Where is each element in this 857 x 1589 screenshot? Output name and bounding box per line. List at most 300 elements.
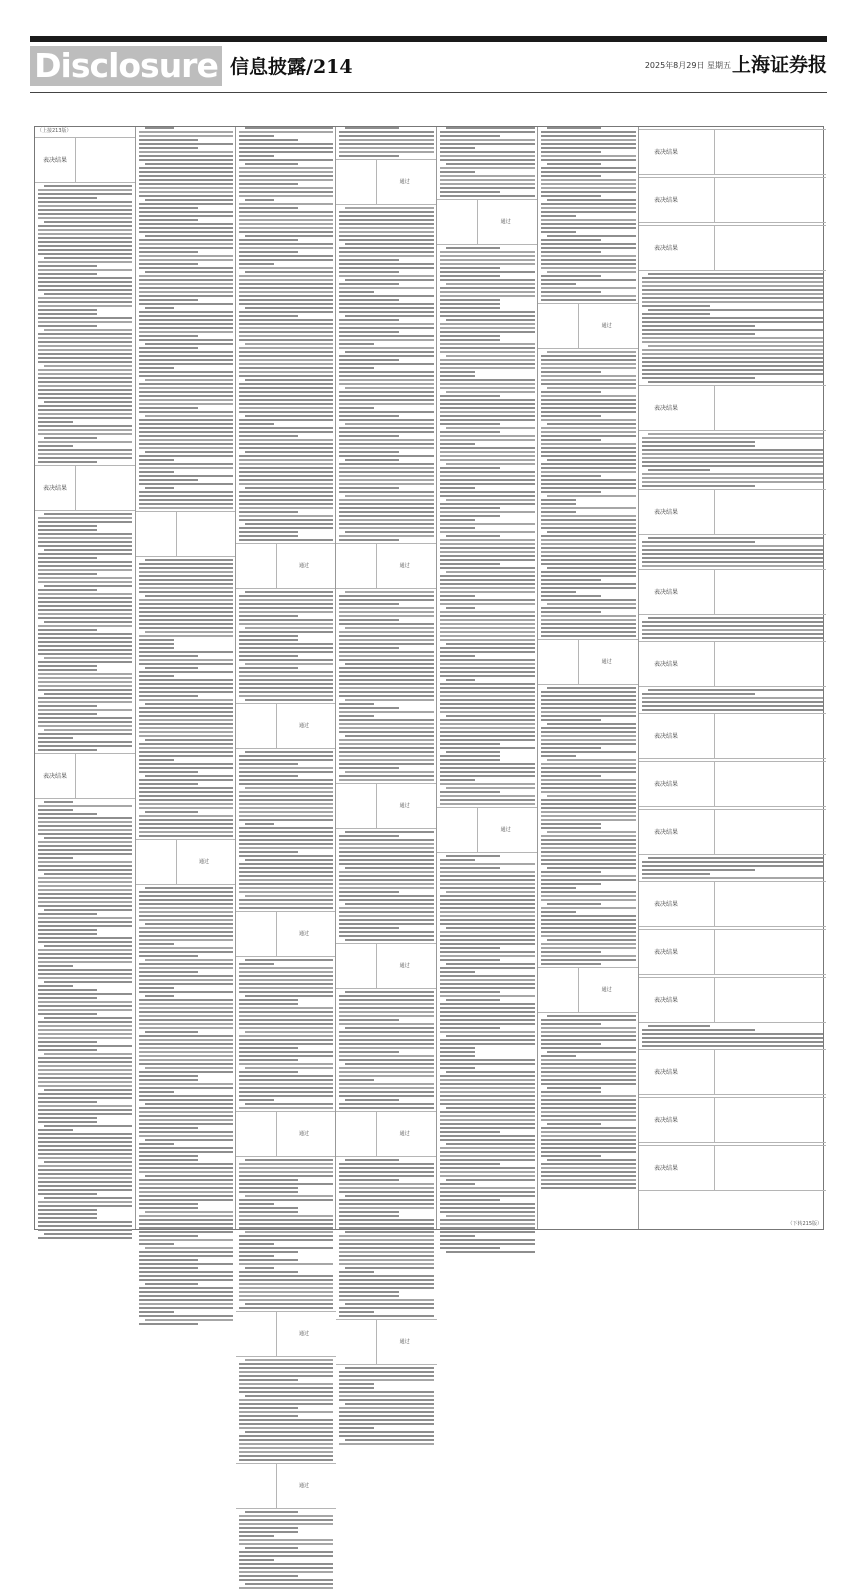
text-line <box>541 875 636 877</box>
text-line <box>541 543 636 545</box>
text-line <box>139 1155 198 1157</box>
text-line <box>339 1415 434 1417</box>
text-line <box>339 1279 434 1281</box>
text-line <box>139 679 233 681</box>
text-line <box>245 1303 333 1305</box>
text-line <box>541 383 636 385</box>
text-line <box>239 407 333 409</box>
text-line <box>339 139 434 141</box>
text-line <box>139 835 233 837</box>
text-line <box>139 571 233 573</box>
text-line <box>239 871 333 873</box>
text-line <box>245 271 333 273</box>
text-line <box>239 1019 333 1021</box>
text-line <box>139 767 233 769</box>
text-line <box>642 549 823 551</box>
text-line <box>239 1411 333 1413</box>
text-line <box>38 885 132 887</box>
text-line <box>440 1083 535 1085</box>
text-line <box>642 1033 823 1035</box>
text-line <box>239 435 298 437</box>
text-line <box>38 813 97 815</box>
text-line <box>440 343 535 345</box>
vote-label-cell <box>336 1112 377 1156</box>
text-line <box>339 523 434 525</box>
text-line <box>38 337 132 339</box>
text-line <box>547 1123 601 1125</box>
text-line <box>541 703 636 705</box>
text-line <box>541 479 636 481</box>
text-line <box>440 1023 535 1025</box>
text-line <box>139 955 198 957</box>
text-line <box>440 487 475 489</box>
text-line <box>547 423 636 425</box>
text-line <box>446 963 535 965</box>
text-line <box>440 523 535 525</box>
vote-result-table <box>437 199 538 245</box>
text-line <box>239 211 333 213</box>
text-line <box>239 1407 298 1409</box>
text-line <box>339 375 434 377</box>
text-line <box>339 307 434 309</box>
text-line <box>642 481 823 483</box>
text-line <box>239 355 333 357</box>
text-line <box>541 191 636 193</box>
text-line <box>38 689 132 691</box>
text-line <box>139 1043 233 1045</box>
text-line <box>145 379 233 381</box>
text-line <box>139 1299 233 1301</box>
text-line <box>239 1235 333 1237</box>
text-line <box>139 579 233 581</box>
text-line <box>541 947 636 949</box>
text-line <box>440 1239 535 1241</box>
text-line <box>239 771 333 773</box>
text-line <box>38 393 132 395</box>
text-line <box>541 499 576 501</box>
text-line <box>345 867 434 869</box>
text-line <box>139 427 233 429</box>
text-line <box>339 1071 434 1073</box>
text-line <box>245 343 333 345</box>
text-line <box>440 879 535 881</box>
text-line <box>339 895 434 897</box>
text-line <box>139 347 198 349</box>
text-line <box>339 515 434 517</box>
text-line <box>541 1039 636 1041</box>
text-line <box>239 679 333 681</box>
masthead <box>30 46 827 86</box>
text-line <box>38 565 132 567</box>
text-line <box>541 599 636 601</box>
text-line <box>541 1151 636 1153</box>
text-line <box>541 879 636 881</box>
text-line <box>339 611 434 613</box>
text-line <box>541 175 601 177</box>
text-line <box>139 155 233 157</box>
text-line <box>339 1015 434 1017</box>
text-line <box>139 407 198 409</box>
text-line <box>547 723 636 725</box>
text-line <box>541 279 636 281</box>
text-line <box>139 1171 233 1173</box>
text-line <box>139 979 233 981</box>
text-line <box>648 537 823 539</box>
vote-result-value: 通过 <box>399 1131 410 1137</box>
text-line <box>339 1211 399 1213</box>
text-line <box>339 691 434 693</box>
text-line <box>139 1147 233 1149</box>
text-line <box>339 1175 434 1177</box>
text-line <box>541 959 636 961</box>
text-line <box>541 1171 636 1173</box>
text-line <box>38 1069 132 1071</box>
text-line <box>38 881 132 883</box>
text-line <box>440 179 535 181</box>
text-line <box>239 1007 333 1009</box>
text-line <box>541 883 601 885</box>
text-line <box>239 1551 333 1553</box>
text-line <box>139 755 233 757</box>
text-line <box>239 655 298 657</box>
text-line <box>239 459 333 461</box>
text-line <box>239 1571 333 1573</box>
text-line <box>440 695 535 697</box>
text-line <box>139 507 233 509</box>
text-line <box>245 895 333 897</box>
vote-result-table <box>639 1145 826 1191</box>
text-line <box>38 973 132 975</box>
text-line <box>145 1103 233 1105</box>
text-column <box>537 127 639 1229</box>
text-line <box>239 1263 333 1265</box>
text-line <box>339 1039 434 1041</box>
text-line <box>541 555 636 557</box>
text-line <box>239 675 333 677</box>
text-line <box>339 607 434 609</box>
text-line <box>38 353 132 355</box>
text-line <box>440 143 535 145</box>
text-line <box>339 723 434 725</box>
text-line <box>339 455 434 457</box>
vote-result-table <box>236 1311 336 1357</box>
text-line <box>440 1051 475 1053</box>
text-line <box>440 743 500 745</box>
text-line <box>139 207 198 209</box>
text-line <box>446 999 500 1001</box>
text-line <box>239 1459 333 1461</box>
text-line <box>440 935 535 937</box>
text-line <box>139 971 198 973</box>
text-line <box>339 519 434 521</box>
text-line <box>446 787 535 789</box>
text-line <box>139 907 233 909</box>
text-line <box>339 391 434 393</box>
text-line <box>339 1435 434 1437</box>
text-line <box>642 621 823 623</box>
text-line <box>440 1227 535 1229</box>
text-line <box>541 595 601 597</box>
text-line <box>440 871 535 873</box>
text-line <box>239 811 333 813</box>
text-line <box>139 1111 233 1113</box>
text-line <box>440 659 535 661</box>
text-line <box>38 589 97 591</box>
text-line <box>339 1207 434 1209</box>
text-line <box>547 831 636 833</box>
text-line <box>339 843 434 845</box>
text-line <box>38 385 132 387</box>
text-line <box>541 1167 636 1169</box>
text-line <box>139 315 233 317</box>
text-line <box>642 333 755 335</box>
text-line <box>44 729 132 731</box>
text-line <box>339 507 434 509</box>
text-line <box>541 823 601 825</box>
text-line <box>139 1019 233 1021</box>
vote-label: 表决结果 <box>653 901 678 908</box>
text-line <box>38 917 132 919</box>
vote-result-table <box>538 303 639 349</box>
text-line <box>38 1201 132 1203</box>
text-line <box>642 277 823 279</box>
text-line <box>139 943 174 945</box>
text-line <box>339 859 434 861</box>
text-line <box>38 453 132 455</box>
text-line <box>38 713 97 715</box>
text-line <box>44 621 132 623</box>
text-line <box>541 587 636 589</box>
text-line <box>245 663 333 665</box>
text-line <box>239 191 333 193</box>
text-line <box>38 1157 132 1159</box>
text-line <box>440 1159 535 1161</box>
text-line <box>239 175 333 177</box>
text-line <box>541 551 636 553</box>
text-line <box>239 483 333 485</box>
text-line <box>339 1043 434 1045</box>
text-line <box>345 351 434 353</box>
text-line <box>139 139 198 141</box>
text-line <box>541 935 636 937</box>
vote-result-table <box>639 1049 826 1095</box>
text-line <box>339 615 434 617</box>
text-line <box>38 225 132 227</box>
text-line <box>239 263 274 265</box>
text-line <box>245 1431 333 1433</box>
text-line <box>541 463 636 465</box>
text-line <box>339 1379 434 1381</box>
text-line <box>139 947 233 949</box>
text-line <box>541 763 636 765</box>
text-line <box>642 701 823 703</box>
text-line <box>440 911 535 913</box>
vote-result-value: 通过 <box>399 1339 410 1345</box>
text-line <box>541 895 636 897</box>
text-line <box>239 135 274 137</box>
text-line <box>440 623 535 625</box>
text-line <box>245 199 274 201</box>
text-line <box>541 399 636 401</box>
text-line <box>139 1011 233 1013</box>
text-line <box>239 147 333 149</box>
text-line <box>239 371 333 373</box>
text-line <box>38 377 132 379</box>
text-line <box>139 419 233 421</box>
text-line <box>339 219 434 221</box>
text-line <box>642 281 823 283</box>
text-line <box>239 267 333 269</box>
text-line <box>547 199 636 201</box>
text-line <box>440 663 535 665</box>
text-line <box>239 391 333 393</box>
text-line <box>239 791 333 793</box>
text-line <box>139 283 233 285</box>
text-line <box>38 989 97 991</box>
text-line <box>440 1127 535 1129</box>
text-line <box>44 1161 132 1163</box>
text-line <box>139 591 233 593</box>
text-line <box>38 941 132 943</box>
text-line <box>547 1087 601 1089</box>
text-line <box>541 1055 576 1057</box>
text-line <box>339 899 434 901</box>
text-line <box>440 271 535 273</box>
text-line <box>245 523 333 525</box>
text-line <box>239 1199 333 1201</box>
text-line <box>139 735 233 737</box>
text-line <box>239 975 333 977</box>
text-line <box>339 503 434 505</box>
text-line <box>446 1179 535 1181</box>
text-line <box>339 403 434 405</box>
text-line <box>339 1395 434 1397</box>
text-line <box>38 1165 132 1167</box>
text-line <box>38 1081 132 1083</box>
text-line <box>345 903 434 905</box>
text-line <box>339 335 434 337</box>
text-line <box>38 1209 97 1211</box>
text-line <box>541 835 636 837</box>
text-line <box>239 827 333 829</box>
text-line <box>339 1167 434 1169</box>
text-line <box>541 767 636 769</box>
text-line <box>541 619 636 621</box>
text-line <box>139 495 233 497</box>
text-line <box>339 483 434 485</box>
text-line <box>440 159 535 161</box>
text-line <box>239 1255 274 1257</box>
text-line <box>440 539 535 541</box>
text-line <box>648 1025 710 1027</box>
text-line <box>139 1207 198 1209</box>
text-line <box>440 895 535 897</box>
vote-result-table <box>639 929 826 975</box>
text-line <box>339 1223 434 1225</box>
text-line <box>339 511 434 513</box>
text-line <box>440 1131 500 1133</box>
text-line <box>541 1091 601 1093</box>
text-line <box>245 1547 298 1549</box>
text-line <box>440 1167 535 1169</box>
text-line <box>339 1247 434 1249</box>
text-line <box>139 1187 233 1189</box>
text-line <box>440 747 535 749</box>
text-line <box>239 595 333 597</box>
text-line <box>339 1291 399 1293</box>
text-line <box>139 1027 233 1029</box>
text-line <box>339 367 374 369</box>
text-line <box>139 455 233 457</box>
vote-result-table <box>35 137 135 183</box>
text-line <box>541 223 636 225</box>
text-line <box>239 899 333 901</box>
text-line <box>239 883 333 885</box>
text-line <box>541 911 576 913</box>
text-line <box>541 591 576 593</box>
text-line <box>339 927 399 929</box>
text-line <box>38 533 132 535</box>
text-line <box>239 503 333 505</box>
text-line <box>440 567 535 569</box>
text-line <box>339 223 434 225</box>
text-line <box>38 673 132 675</box>
text-line <box>245 1159 333 1161</box>
text-line <box>440 731 535 733</box>
text-line <box>440 407 535 409</box>
text-line <box>139 779 233 781</box>
text-line <box>339 763 434 765</box>
text-line <box>541 627 636 629</box>
text-line <box>339 1287 434 1289</box>
text-line <box>38 893 132 895</box>
text-line <box>440 1099 535 1101</box>
text-line <box>541 751 636 753</box>
text-line <box>446 679 475 681</box>
vote-result-table <box>639 713 826 759</box>
text-line <box>38 1213 97 1215</box>
vote-result-table <box>639 881 826 927</box>
vote-label-cell <box>136 840 177 884</box>
text-line <box>541 583 636 585</box>
text-line <box>239 999 298 1001</box>
text-line <box>339 331 399 333</box>
text-line <box>339 147 434 149</box>
text-line <box>339 239 434 241</box>
text-line <box>440 191 500 193</box>
text-line <box>139 683 233 685</box>
text-line <box>339 1019 399 1021</box>
text-line <box>339 1075 434 1077</box>
text-line <box>345 495 434 497</box>
text-line <box>239 1107 333 1109</box>
text-line <box>541 791 636 793</box>
text-line <box>38 285 132 287</box>
text-line <box>440 867 500 869</box>
text-line <box>440 907 535 909</box>
text-line <box>339 463 434 465</box>
text-line <box>139 1083 233 1085</box>
text-line <box>339 1183 434 1185</box>
text-line <box>541 375 636 377</box>
text-line <box>139 375 233 377</box>
text-line <box>440 635 535 637</box>
vote-result-table <box>336 1111 437 1157</box>
text-line <box>345 699 434 701</box>
text-line <box>440 959 500 961</box>
text-line <box>139 1287 233 1289</box>
text-line <box>145 199 233 201</box>
